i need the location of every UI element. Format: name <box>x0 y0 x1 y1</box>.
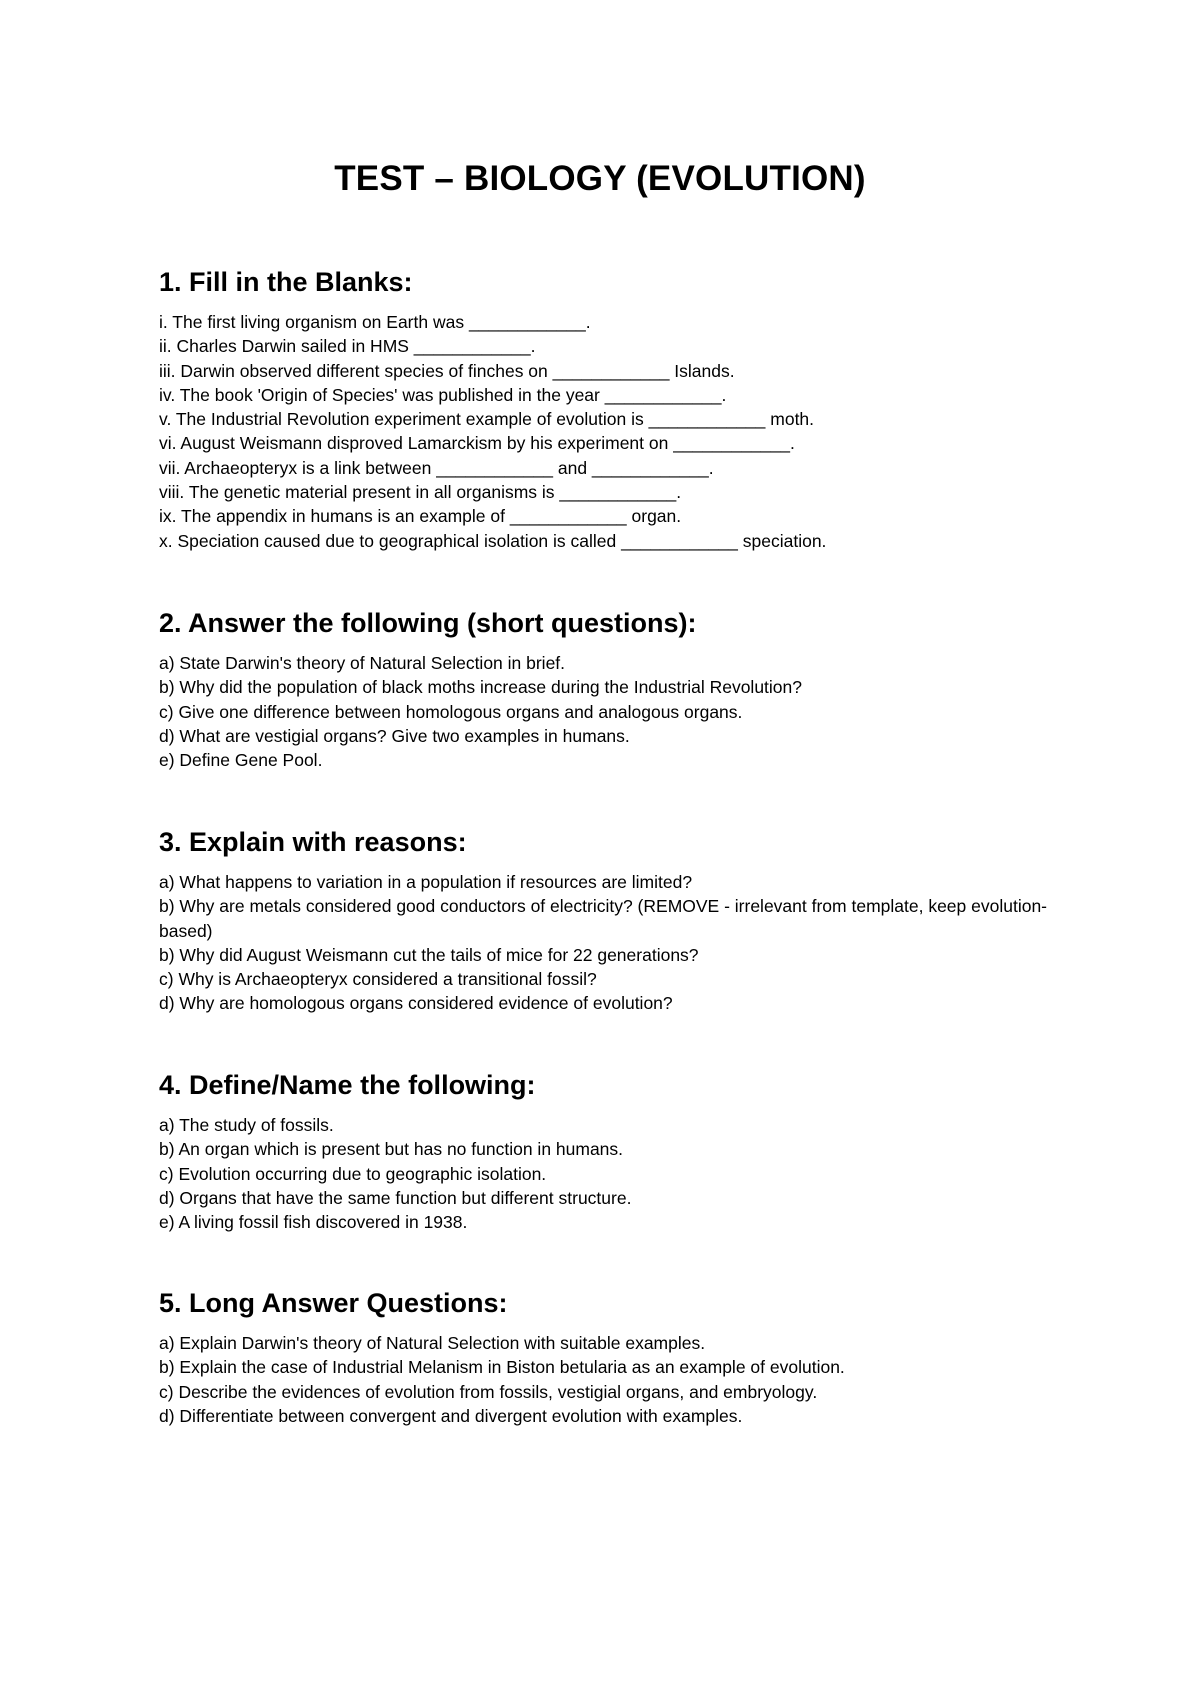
question-item: e) Define Gene Pool. <box>159 750 323 771</box>
question-item: x. Speciation caused due to geographical isolation is called ____________ speciation. <box>159 530 827 551</box>
section-heading: 2. Answer the following (short questions): <box>159 608 697 638</box>
question-item: a) State Darwin's theory of Natural Selection in brief. <box>159 653 566 673</box>
question-list <box>159 651 1059 772</box>
section-heading: 5. Long Answer Questions: <box>159 1288 508 1318</box>
question-item: a) What happens to variation in a population if resources are limited? <box>159 872 693 892</box>
page-title: TEST – BIOLOGY (EVOLUTION) <box>334 159 866 198</box>
question-item: c) Why is Archaeopteryx considered a transitional fossil? <box>159 969 597 990</box>
question-item: a) The study of fossils. <box>159 1115 334 1135</box>
question-item: d) Why are homologous organs considered evidence of evolution? <box>159 993 673 1014</box>
question-item: d) Organs that have the same function but different structure. <box>159 1187 632 1208</box>
section-explain-with-reasons <box>159 826 1059 1016</box>
question-item: c) Give one difference between homologous organs and analogous organs. <box>159 701 743 722</box>
section-long-answer-questions <box>159 1287 1059 1428</box>
question-item: d) Differentiate between convergent and divergent evolution with examples. <box>159 1405 743 1426</box>
question-item: b) Why did the population of black moths increase during the Industrial Revolution? <box>159 677 803 698</box>
question-item: viii. The genetic material present in all organisms is ____________. <box>159 482 682 503</box>
section-short-questions <box>159 607 1059 772</box>
question-list <box>159 1331 1059 1428</box>
section-heading: 4. Define/Name the following: <box>159 1070 536 1100</box>
question-item: a) Explain Darwin's theory of Natural Selection with suitable examples. <box>159 1333 706 1353</box>
question-item: ix. The appendix in humans is an example of ____________ organ. <box>159 506 682 527</box>
section-heading: 3. Explain with reasons: <box>159 827 467 857</box>
section-define-name <box>159 1069 1059 1234</box>
question-list <box>159 310 1059 553</box>
question-item: vii. Archaeopteryx is a link between ____________ and ____________. <box>159 457 714 478</box>
question-item: vi. August Weismann disproved Lamarckism by his experiment on ____________. <box>159 433 795 454</box>
question-item: c) Describe the evidences of evolution from fossils, vestigial organs, and embryology. <box>159 1381 818 1402</box>
question-list <box>159 870 1059 1016</box>
question-item: ii. Charles Darwin sailed in HMS ____________. <box>159 336 536 357</box>
question-item: b) Why did August Weismann cut the tails of mice for 22 generations? <box>159 944 699 965</box>
question-item: b) An organ which is present but has no function in humans. <box>159 1139 624 1160</box>
question-item: b) Explain the case of Industrial Melanism in Biston betularia as an example of evolution. <box>159 1357 845 1378</box>
question-item: b) Why are metals considered good conductors of electricity? (REMOVE - irrelevant from template, keep evolution-based) <box>159 896 1048 941</box>
question-item: d) What are vestigial organs? Give two examples in humans. <box>159 725 630 746</box>
question-item: i. The first living organism on Earth was ____________. <box>159 312 591 332</box>
question-item: c) Evolution occurring due to geographic isolation. <box>159 1163 547 1184</box>
question-list <box>159 1113 1059 1234</box>
section-heading: 1. Fill in the Blanks: <box>159 267 413 297</box>
question-item: v. The Industrial Revolution experiment example of evolution is ____________ moth. <box>159 409 815 430</box>
section-fill-in-the-blanks <box>159 266 1059 553</box>
question-item: e) A living fossil fish discovered in 1938. <box>159 1212 468 1233</box>
question-item: iii. Darwin observed different species of finches on ____________ Islands. <box>159 360 735 381</box>
question-item: iv. The book 'Origin of Species' was published in the year ____________. <box>159 384 727 405</box>
